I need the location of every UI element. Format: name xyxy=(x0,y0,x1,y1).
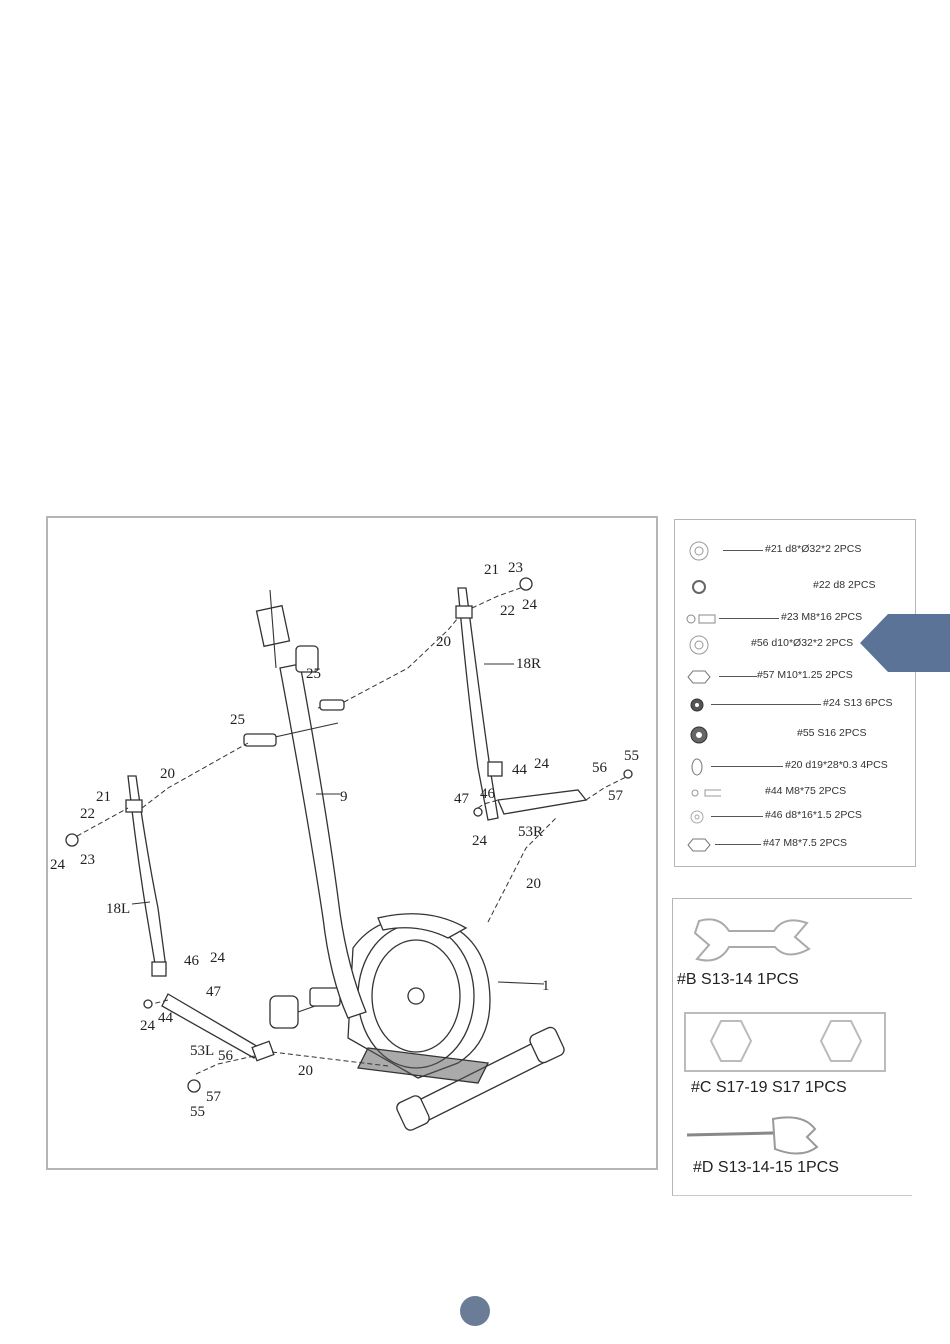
leader-line xyxy=(711,816,763,817)
nut-icon xyxy=(144,1000,152,1008)
hardware-text: #24 S13 6PCS xyxy=(823,697,893,709)
part-label: 53R xyxy=(518,824,544,840)
part-label: 55 xyxy=(624,748,639,764)
tool-text: #D S13-14-15 1PCS xyxy=(693,1159,839,1176)
connector-line xyxy=(70,808,128,840)
part-label: 25 xyxy=(306,666,321,682)
hardware-item xyxy=(675,832,915,858)
hardware-text: #47 M8*7.5 2PCS xyxy=(763,837,848,849)
leader-line xyxy=(719,618,779,619)
tools-panel xyxy=(672,898,912,1196)
hardware-text: #57 M10*1.25 2PCS xyxy=(757,669,853,681)
part-label: 20 xyxy=(298,1063,313,1079)
hardware-list-panel xyxy=(674,519,916,867)
part-label: 24 xyxy=(210,950,225,966)
part-label: 23 xyxy=(80,852,95,868)
leader-line xyxy=(719,676,757,677)
spring-washer-icon xyxy=(685,576,721,598)
part-label: 56 xyxy=(592,760,607,776)
part-label: 9 xyxy=(340,789,348,805)
part-label: 22 xyxy=(500,603,515,619)
part-label: 20 xyxy=(160,766,175,782)
part-label: 57 xyxy=(206,1089,221,1105)
tool-text: #B S13-14 1PCS xyxy=(677,971,799,988)
flywheel-cover xyxy=(348,914,490,1083)
hardware-item xyxy=(675,692,915,718)
part-label: 44 xyxy=(158,1010,173,1026)
tension-knob xyxy=(270,988,340,1028)
part-label: 20 xyxy=(436,634,451,650)
leader-line xyxy=(711,766,783,767)
part-label: 24 xyxy=(140,1018,155,1034)
screwdriver-wrench-icon xyxy=(683,1111,823,1159)
flat-washer-icon xyxy=(685,634,721,656)
connector-line xyxy=(344,618,458,702)
part-label: 46 xyxy=(184,953,199,969)
section-tab xyxy=(860,614,950,672)
hardware-text: #21 d8*Ø32*2 2PCS xyxy=(765,543,862,555)
hardware-text: #55 S16 2PCS xyxy=(797,727,867,739)
exploded-diagram xyxy=(46,516,658,1170)
part-label: 24 xyxy=(522,597,537,613)
nut-icon xyxy=(685,834,721,856)
right-pedal-arm xyxy=(498,790,586,814)
connector-line xyxy=(142,743,248,808)
hardware-item xyxy=(675,804,915,830)
part-label: 44 xyxy=(512,762,527,778)
part-label: 53L xyxy=(190,1043,215,1059)
connector-line xyxy=(472,586,526,608)
part-label: 24 xyxy=(50,857,65,873)
hardware-text: #46 d8*16*1.5 2PCS xyxy=(765,809,862,821)
part-label: 24 xyxy=(472,833,487,849)
part-label: 24 xyxy=(534,756,549,772)
tool-text: #C S17-19 S17 1PCS xyxy=(691,1079,847,1096)
flat-washer-icon xyxy=(685,806,721,828)
double-wrench-icon xyxy=(679,911,829,971)
part-label: 23 xyxy=(508,560,523,576)
cap-nut-icon xyxy=(685,694,721,716)
flat-washer-icon xyxy=(685,540,721,562)
bolt-icon xyxy=(685,608,721,630)
right-handlebar xyxy=(456,588,502,820)
bushing-right xyxy=(320,700,344,710)
part-label: 56 xyxy=(218,1048,233,1064)
left-handlebar xyxy=(126,776,166,976)
part-label: 20 xyxy=(526,876,541,892)
hardware-text: #56 d10*Ø32*2 2PCS xyxy=(751,637,854,649)
hardware-text: #23 M8*16 2PCS xyxy=(781,611,863,623)
part-label: 47 xyxy=(454,791,469,807)
part-label: 21 xyxy=(484,562,499,578)
hex-wrench-icon xyxy=(681,1007,897,1079)
hardware-item xyxy=(675,780,915,806)
cap-nut-icon xyxy=(188,1080,200,1092)
cap-nut-icon xyxy=(520,578,532,590)
part-label: 25 xyxy=(230,712,245,728)
hardware-text: #44 M8*75 2PCS xyxy=(765,785,847,797)
wave-washer-icon xyxy=(685,756,721,778)
cap-nut-icon xyxy=(624,770,632,778)
leader-line xyxy=(711,704,821,705)
bushing-left xyxy=(244,734,276,746)
part-label: 18L xyxy=(106,901,131,917)
hardware-item xyxy=(675,722,915,748)
part-label: 22 xyxy=(80,806,95,822)
hardware-item xyxy=(675,538,915,564)
part-label: 47 xyxy=(206,984,221,1000)
cap-nut-icon xyxy=(66,834,78,846)
part-label: 57 xyxy=(608,788,623,804)
leader-line xyxy=(715,844,761,845)
hardware-text: #20 d19*28*0.3 4PCS xyxy=(785,759,888,771)
part-label: 46 xyxy=(480,786,495,802)
part-label: 18R xyxy=(516,656,542,672)
cap-nut-icon xyxy=(685,724,721,746)
part-label: 21 xyxy=(96,789,111,805)
leader-line xyxy=(723,550,763,551)
assembly-drawing xyxy=(48,518,656,1168)
hardware-item xyxy=(675,754,915,780)
page-number-badge xyxy=(460,1296,490,1326)
long-bolt-icon xyxy=(685,782,721,804)
main-mast xyxy=(257,590,366,1018)
nut-icon xyxy=(474,808,482,816)
nut-icon xyxy=(685,666,721,688)
hardware-item xyxy=(675,574,915,600)
part-label: 55 xyxy=(190,1104,205,1120)
part-label: 1 xyxy=(542,978,550,994)
hardware-text: #22 d8 2PCS xyxy=(813,579,876,591)
leader-line xyxy=(498,982,544,984)
